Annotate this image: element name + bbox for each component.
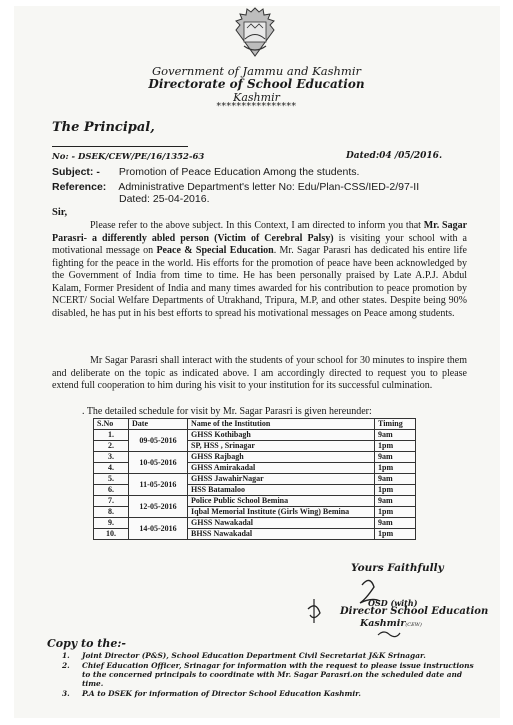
letter-number: No: - DSEK/CEW/PE/16/1352-63: [52, 152, 205, 162]
col-institution: Name of the Institution: [188, 419, 375, 430]
table-row: 4. GHSS Amirakadal 1pm: [94, 463, 416, 474]
para1-mid: is visiting your school with a motivational message on: [52, 232, 467, 256]
subject-text: Promotion of Peace Education Among the students.: [118, 166, 360, 178]
signature-place: [360, 618, 422, 629]
body-paragraph-2: [52, 355, 467, 393]
state-emblem-icon: [230, 6, 280, 62]
header-government: Government of Jammu and Kashmir: [152, 64, 361, 78]
list-item: 1. Joint Director (P&S), School Education Department Civil Secretariat J&K Srinagar.: [62, 651, 426, 660]
subject-line: [52, 166, 359, 178]
schedule-table: [93, 418, 416, 540]
col-timing: Timing: [375, 419, 416, 430]
list-item: 2. Chief Education Officer, Srinagar for information with the request to please issue instructions to the concerned principals to coordinate with Mr. Sagar Parasri.on the scheduled date and time.: [62, 661, 474, 688]
reference-line: [52, 181, 492, 205]
table-row: 1. 09-05-2016 GHSS Kothibagh 9am: [94, 430, 416, 441]
table-row: 8. Iqbal Memorial Institute (Girls Wing) Bemina 1pm: [94, 507, 416, 518]
signature-title: Director School Education: [340, 606, 489, 617]
col-date: Date: [129, 419, 188, 430]
salutation: Sir,: [52, 207, 68, 218]
signature-osd: OSD (with): [368, 598, 418, 608]
signature-place-sub: (CEW): [405, 622, 422, 628]
table-row: 3. 10-05-2016 GHSS Rajbagh 9am: [94, 452, 416, 463]
schedule-intro: . The detailed schedule for visit by Mr. Sagar Parasri is given hereunder:: [82, 406, 372, 417]
reference-label: Reference:: [52, 181, 107, 193]
table-row: 9. 14-05-2016 GHSS Nawakadal 9am: [94, 518, 416, 529]
reference-text: Administrative Department's letter No: Edu/Plan-CSS/IED-2/97-II: [118, 181, 420, 193]
col-sno: S.No: [94, 419, 129, 430]
para1-intro: Please refer to the above subject. In this Context, I am directed to inform you that: [90, 220, 424, 231]
list-item: 3. P.A to DSEK for information of Director School Education Kashmir.: [62, 689, 361, 698]
subject-label: Subject: -: [52, 166, 100, 178]
reference-date: Dated: 25-04-2016.: [119, 193, 210, 205]
para1-topic: Peace & Special Education: [156, 245, 274, 256]
table-row: 2. SP, HSS , Srinagar 1pm: [94, 441, 416, 452]
para1-visitor: Mr. Sagar Parasri- a differently abled person (Victim of Cerebral Palsy): [52, 220, 468, 244]
letter-date: Dated:04 /05/2016.: [346, 151, 443, 161]
addressee: The Principal,: [52, 120, 155, 135]
table-row: 5. 11-05-2016 GHSS JawahirNagar 9am: [94, 474, 416, 485]
header-stars: ****************: [216, 102, 297, 112]
copy-to-heading: Copy to the:-: [47, 637, 126, 650]
header-directorate: Directorate of School Education: [148, 77, 365, 91]
para1-rest: . Mr. Sagar Parasri has dedicated his entire life fighting for the peace in the world. His efforts for the promotion of peace have been acknowledged by the Government of India from time to time. He has been personally praised by Late A.P.J. Abdul Kalam, Former President of India and many times awarded for his contribution to peace promotion by NCERT/ Social Welfare Departments of Utrakhand, Tripura, M.P, and other states. Despite being 90% disabled, he has put in his best efforts to spread his motivational messages on Peace among students.: [52, 245, 467, 319]
copy-to-list: [62, 651, 482, 699]
letter-number-line: [52, 152, 472, 162]
addressee-rule: [52, 146, 188, 147]
closing: Yours Faithfully: [351, 562, 444, 574]
table-row: 6. HSS Batamaloo 1pm: [94, 485, 416, 496]
para2-text: Mr Sagar Parasri shall interact with the students of your school for 30 minutes to inspire them and deliberate on the topic as indicated above. I am accordingly directed to request you to please extend full cooperation to him during his visit to your institution for its successful culmination.: [52, 355, 467, 391]
table-row: 10. BHSS Nawakadal 1pm: [94, 529, 416, 540]
signature-place-name: Kashmir: [360, 618, 406, 629]
table-row: 7. 12-05-2016 Police Public School Bemina 9am: [94, 496, 416, 507]
header-region: Kashmir: [233, 91, 280, 104]
schedule-header-row: [94, 419, 416, 430]
body-paragraph-1: [52, 220, 467, 320]
